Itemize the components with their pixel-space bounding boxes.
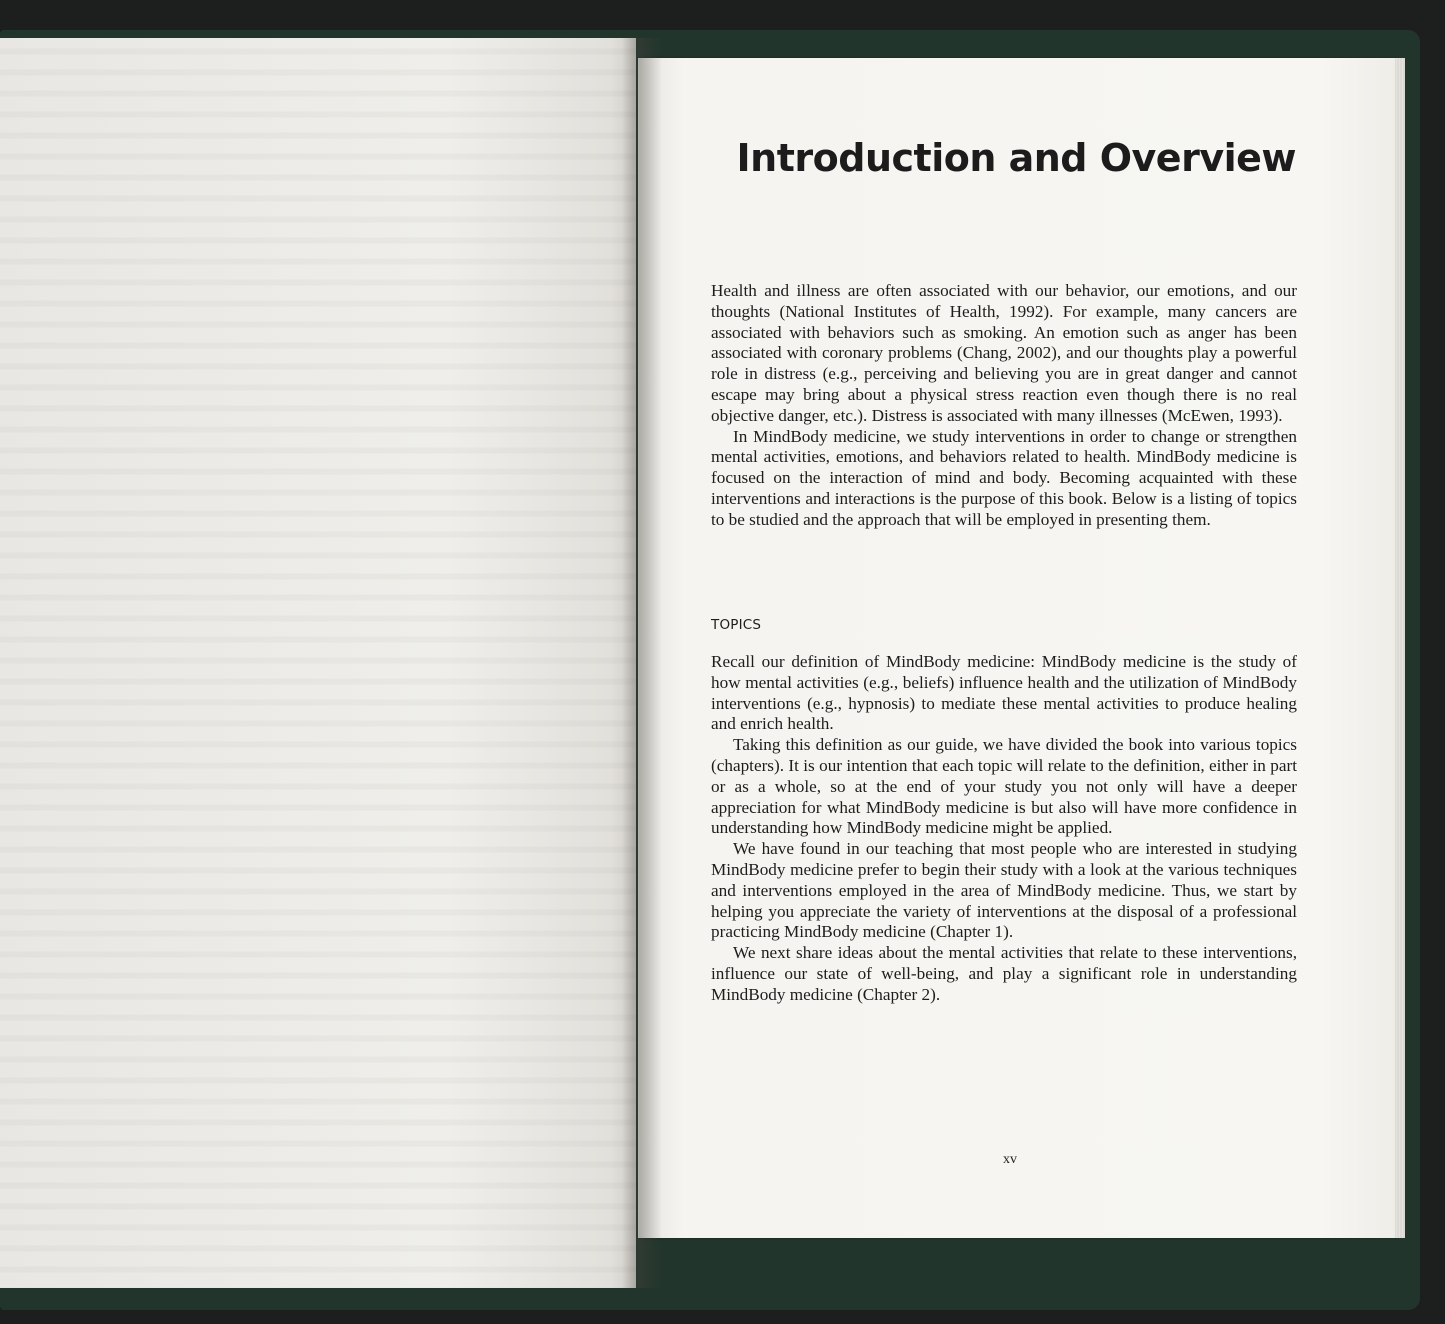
chapter-title: Introduction and Overview <box>736 136 1296 180</box>
topics-paragraph-1: Recall our definition of MindBody medicine: MindBody medicine is the study of how mental activities (e.g., beliefs) influence health and the utilization of MindBody interventions (e.g., hypnosis) to mediate these mental activities to produce healing and enrich health. <box>711 652 1297 734</box>
intro-text <box>711 281 1297 531</box>
topics-paragraph-4: We next share ideas about the mental activities that relate to these interventions, influence our state of well-being, and play a significant role in understanding MindBody medicine (Chapter 2). <box>711 943 1297 1004</box>
page-edges <box>1395 58 1405 1238</box>
topics-text <box>711 652 1297 1006</box>
page-number: xv <box>1003 1152 1017 1167</box>
section-heading: TOPICS <box>711 617 762 633</box>
intro-paragraph-1: Health and illness are often associated with our behavior, our emotions, and our thoughts (National Institutes of Health, 1992). For example, many cancers are associated with behaviors such as smoking. An emotion such as anger has been associated with coronary problems (Chang, 2002), and our thoughts play a powerful role in distress (e.g., perceiving and believing you are in great danger and cannot escape may bring about a physical stress reaction even though there is no real objective danger, etc.). Distress is associated with many illnesses (McEwen, 1993). <box>711 281 1297 425</box>
right-page <box>638 58 1395 1238</box>
intro-paragraph-2: In MindBody medicine, we study interventions in order to change or strengthen mental activities, emotions, and behaviors related to health. MindBody medicine is focused on the interaction of mind and body. Becoming acquainted with these interventions and interactions is the purpose of this book. Below is a listing of topics to be studied and the approach that will be employed in presenting them. <box>711 426 1297 529</box>
topics-paragraph-3: We have found in our teaching that most people who are interested in studying MindBody medicine prefer to begin their study with a look at the various techniques and interventions employed in the area of MindBody medicine. Thus, we start by helping you appreciate the variety of interventions at the disposal of a professional practicing MindBody medicine (Chapter 1). <box>711 839 1297 942</box>
book-gutter <box>622 38 662 1288</box>
topics-paragraph-2: Taking this definition as our guide, we have divided the book into various topics (chapters). It is our intention that each topic will relate to the definition, either in part or as a whole, so at the end of your study you not only will have a deeper appreciation for what MindBody medicine is but also will have more confidence in understanding how MindBody medicine might be applied. <box>711 735 1297 838</box>
left-page-show-through <box>0 38 636 1288</box>
